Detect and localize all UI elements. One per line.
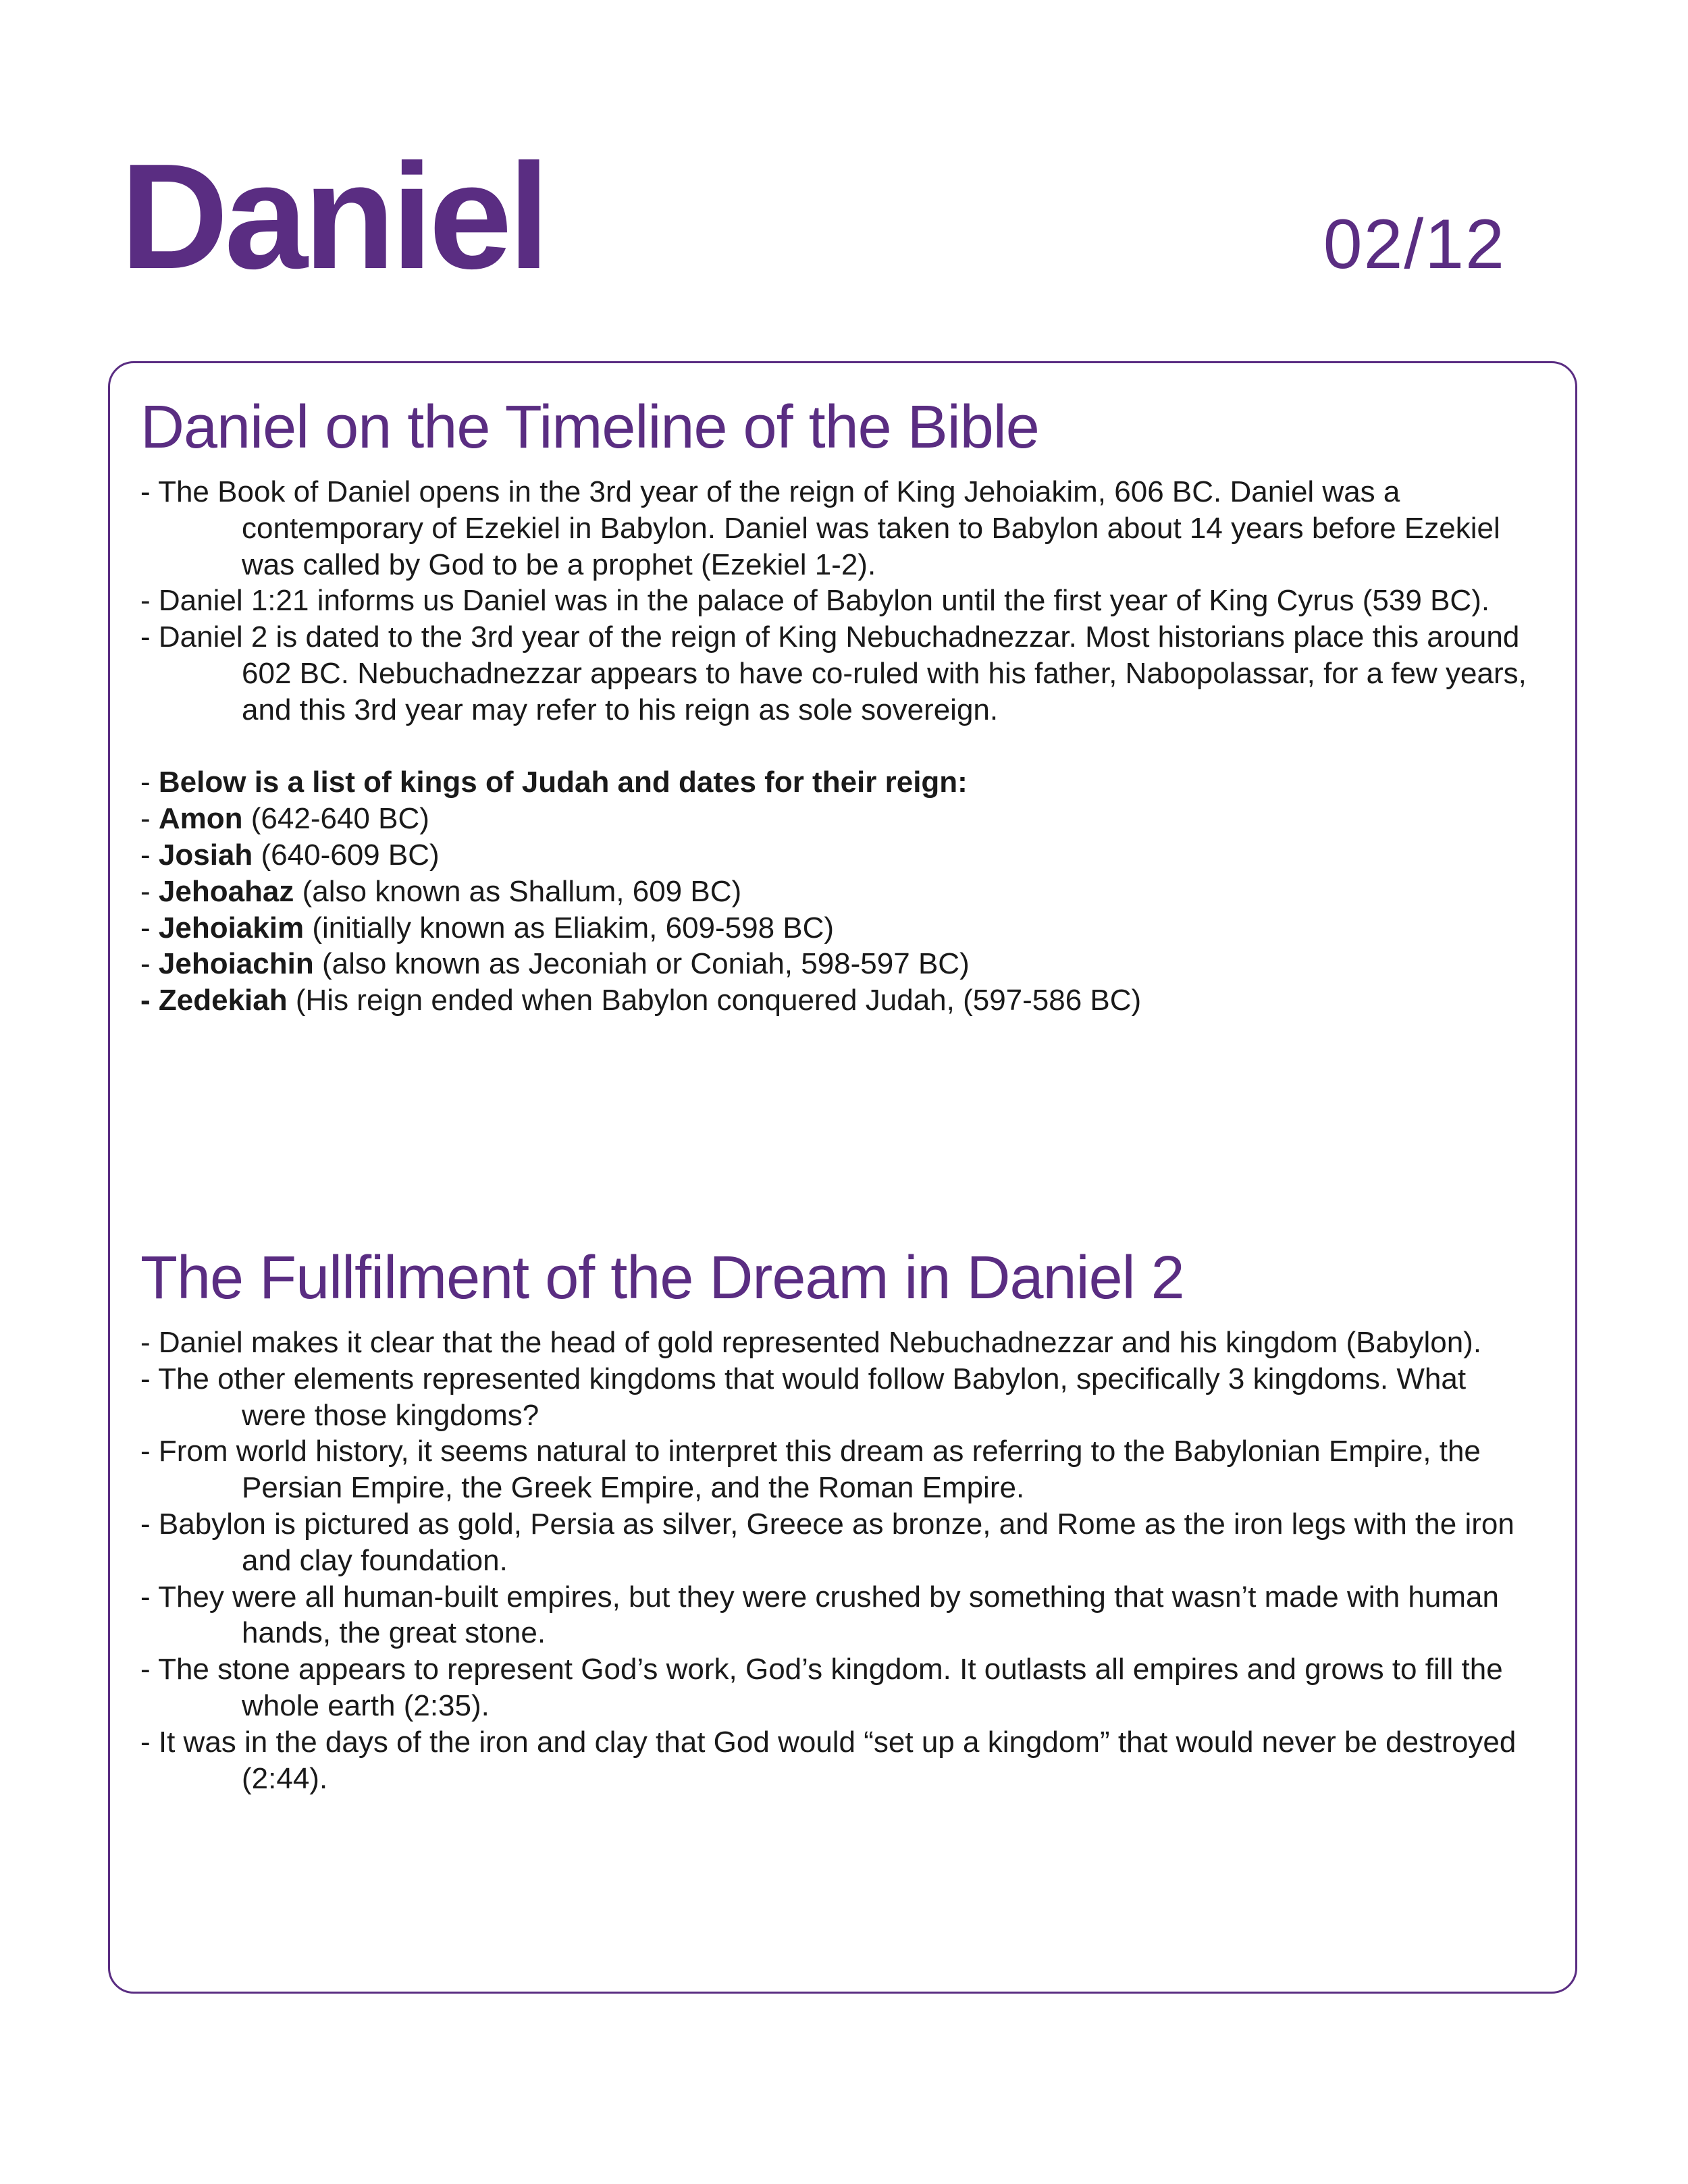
bullet-dash: - xyxy=(140,911,159,944)
bullet-dash: - xyxy=(140,802,159,836)
note-line-continued: (2:44). xyxy=(242,1761,328,1795)
king-detail: (also known as Shallum, 609 BC) xyxy=(294,874,742,908)
kings-list-intro-text: Below is a list of kings of Judah and dates for their reign: xyxy=(158,766,968,799)
king-item xyxy=(140,874,1548,910)
content-panel xyxy=(108,361,1577,1994)
king-name: Jehoahaz xyxy=(158,874,294,908)
section-heading-timeline: Daniel on the Timeline of the Bible xyxy=(140,394,1039,461)
note-line-continued: and clay foundation. xyxy=(242,1543,508,1577)
bullet-dash: - xyxy=(140,984,159,1017)
note-line-continued: whole earth (2:35). xyxy=(242,1688,490,1722)
page-number: 02/12 xyxy=(1323,205,1506,284)
king-detail: (640-609 BC) xyxy=(253,838,440,872)
note-line: - Babylon is pictured as gold, Persia as silver, Greece as bronze, and Rome as the iron legs with the iron xyxy=(140,1507,1514,1541)
note-line: - They were all human-built empires, but they were crushed by something that wasn’t made with human xyxy=(140,1580,1499,1614)
note-line: - The stone appears to represent God’s work, God’s kingdom. It outlasts all empires and grows to fill the xyxy=(140,1653,1503,1686)
king-detail: (642-640 BC) xyxy=(242,802,429,836)
timeline-notes xyxy=(140,474,1548,1019)
note-line: - Daniel 2 is dated to the 3rd year of the reign of King Nebuchadnezzar. Most historians place this around xyxy=(140,620,1520,654)
kings-list-intro xyxy=(140,764,1548,801)
king-item xyxy=(140,946,1548,982)
bullet-dash: - xyxy=(140,766,159,799)
timeline-section xyxy=(140,390,1548,1019)
note-line: - Daniel makes it clear that the head of gold represented Nebuchadnezzar and his kingdom (Babylon). xyxy=(140,1326,1482,1359)
king-item xyxy=(140,837,1548,874)
king-item xyxy=(140,982,1548,1019)
note-line-continued: were those kingdoms? xyxy=(242,1398,539,1432)
note-line-continued: contemporary of Ezekiel in Babylon. Daniel was taken to Babylon about 14 years before Ezekiel xyxy=(242,511,1500,545)
note-line: - Daniel 1:21 informs us Daniel was in the palace of Babylon until the first year of King Cyrus (539 BC). xyxy=(140,584,1490,618)
spacer xyxy=(140,728,1548,765)
king-detail: (initially known as Eliakim, 609-598 BC) xyxy=(304,911,835,944)
note-line: - The other elements represented kingdoms that would follow Babylon, specifically 3 kingdoms. What xyxy=(140,1362,1467,1395)
bullet-dash: - xyxy=(140,838,159,872)
dream-notes xyxy=(140,1325,1548,1796)
note-line-continued: and this 3rd year may refer to his reign as sole sovereign. xyxy=(242,693,999,726)
king-name: Jehoiakim xyxy=(158,911,305,944)
king-name: Josiah xyxy=(158,838,253,872)
king-item xyxy=(140,910,1548,947)
king-name: Amon xyxy=(158,802,243,836)
king-detail: (His reign ended when Babylon conquered Judah, (597-586 BC) xyxy=(287,984,1142,1017)
king-item xyxy=(140,801,1548,837)
bullet-dash: - xyxy=(140,947,159,981)
note-line: - It was in the days of the iron and clay that God would “set up a kingdom” that would never be destroyed xyxy=(140,1725,1516,1759)
king-name: Jehoiachin xyxy=(158,947,314,981)
note-line-continued: Persian Empire, the Greek Empire, and the Roman Empire. xyxy=(242,1471,1025,1505)
note-line: - The Book of Daniel opens in the 3rd year of the reign of King Jehoiakim, 606 BC. Daniel was a xyxy=(140,475,1400,508)
king-name: Zedekiah xyxy=(158,984,288,1017)
note-line-continued: was called by God to be a prophet (Ezekiel 1-2). xyxy=(242,548,876,581)
note-line: - From world history, it seems natural to interpret this dream as referring to the Babylonian Empire, the xyxy=(140,1435,1481,1468)
king-detail: (also known as Jeconiah or Coniah, 598-597 BC) xyxy=(313,947,970,981)
note-line-continued: hands, the great stone. xyxy=(242,1616,546,1650)
dream-section xyxy=(140,1241,1548,1796)
bullet-dash: - xyxy=(140,874,159,908)
page-title: Daniel xyxy=(120,133,546,300)
note-line-continued: 602 BC. Nebuchadnezzar appears to have co-ruled with his father, Nabopolassar, for a few years, xyxy=(242,656,1527,690)
section-heading-dream: The Fullfilment of the Dream in Daniel 2 xyxy=(140,1244,1184,1312)
